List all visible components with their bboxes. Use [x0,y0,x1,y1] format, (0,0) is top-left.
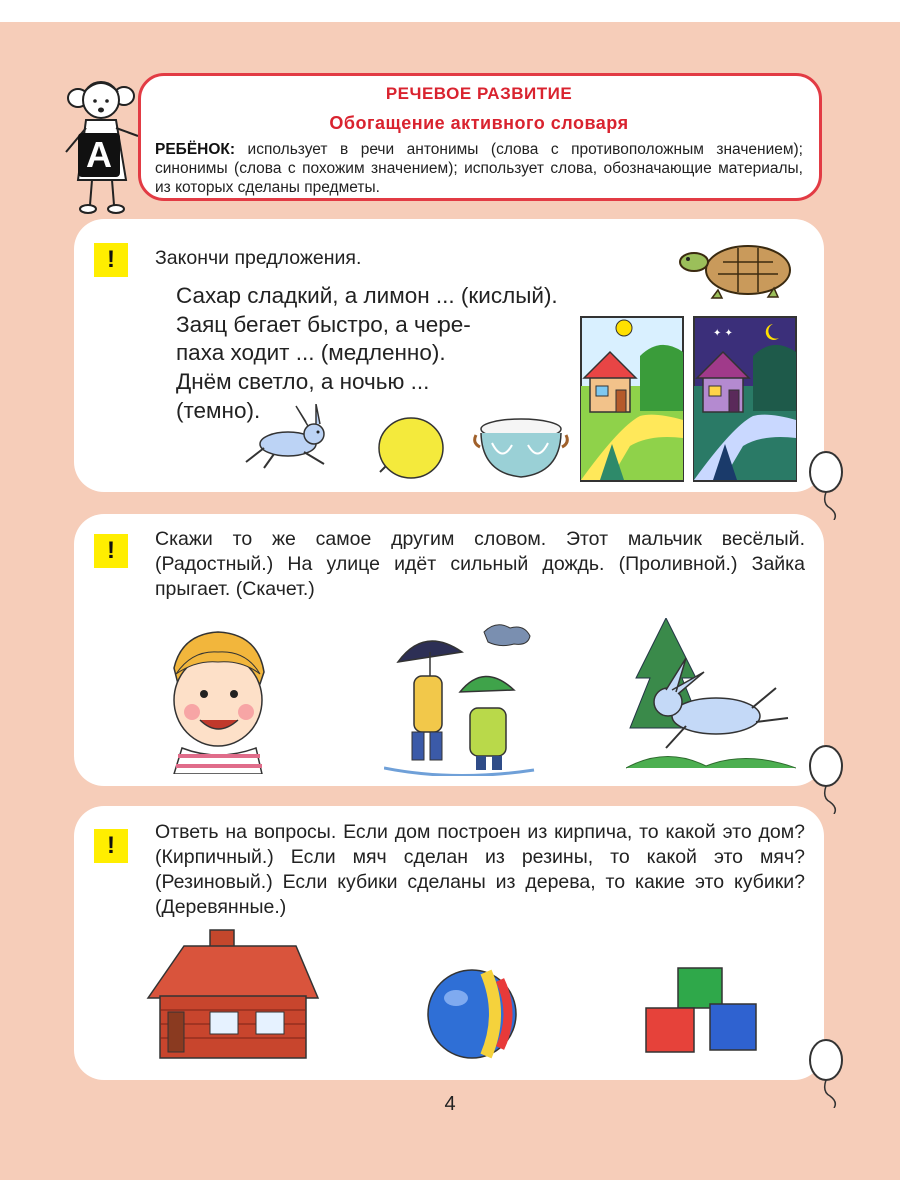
smiling-boy-illustration [162,628,274,774]
section-subtitle: Обогащение активного словаря [329,113,629,133]
night-house-picture [693,316,797,482]
brick-house-illustration [146,928,322,1060]
section-header [138,73,822,201]
task-1-line-5: (темно). [176,398,261,423]
section-title: РЕЧЕВОЕ РАЗВИТИЕ [385,84,573,103]
task-marker-1: ! [94,243,128,277]
task-marker-3: ! [94,829,128,863]
letter-a-badge: А [78,133,120,177]
balloon-icon [804,448,848,520]
task-1-line-2: Заяц бегает быстро, а чере- [176,312,471,337]
description-text: использует в речи антонимы (слова с противоположным значением); синонимы (слова с похожим значением); использует слова, обозначающие материалы, из которых сделаны предметы. [155,141,803,196]
running-hare-illustration [244,404,334,470]
sugar-bowl-illustration [472,413,570,483]
task-1-instruction: Закончи предложения. [155,247,362,269]
description-lead: РЕБЁНОК: [155,141,236,158]
people-in-rain-illustration [384,612,540,776]
wooden-cubes-illustration [644,966,760,1056]
balloon-icon [804,742,848,814]
task-1-line-1: Сахар сладкий, а лимон ... (кислый). [176,283,558,308]
day-house-picture [580,316,684,482]
turtle-illustration [678,236,798,300]
task-marker-2: ! [94,534,128,568]
lemon-illustration [374,414,448,482]
page-number: 4 [444,1093,456,1115]
section-description [155,140,803,197]
task-1-line-3: паха ходит ... (медленно). [176,340,446,365]
jumping-hare-illustration [626,618,796,774]
task-3-text: Ответь на вопросы. Если дом построен из кирпича, то какой это дом? (Кирпичный.) Если мяч сделан из резины, то какой это мяч? (Резиновый.) Если кубики сделаны из дерева, то какие это кубики? (Деревянные.) [155,821,805,918]
task-2-text: Скажи то же самое другим словом. Этот мальчик весёлый. (Радостный.) На улице идёт сильный дождь. (Проливной.) Зайка прыгает. (Скачет.) [155,528,805,600]
rubber-ball-illustration [424,966,520,1062]
task-1-line-4: Днём светло, а ночью ... [176,369,430,394]
svg-text:✦ ✦: ✦ ✦ [713,328,733,339]
